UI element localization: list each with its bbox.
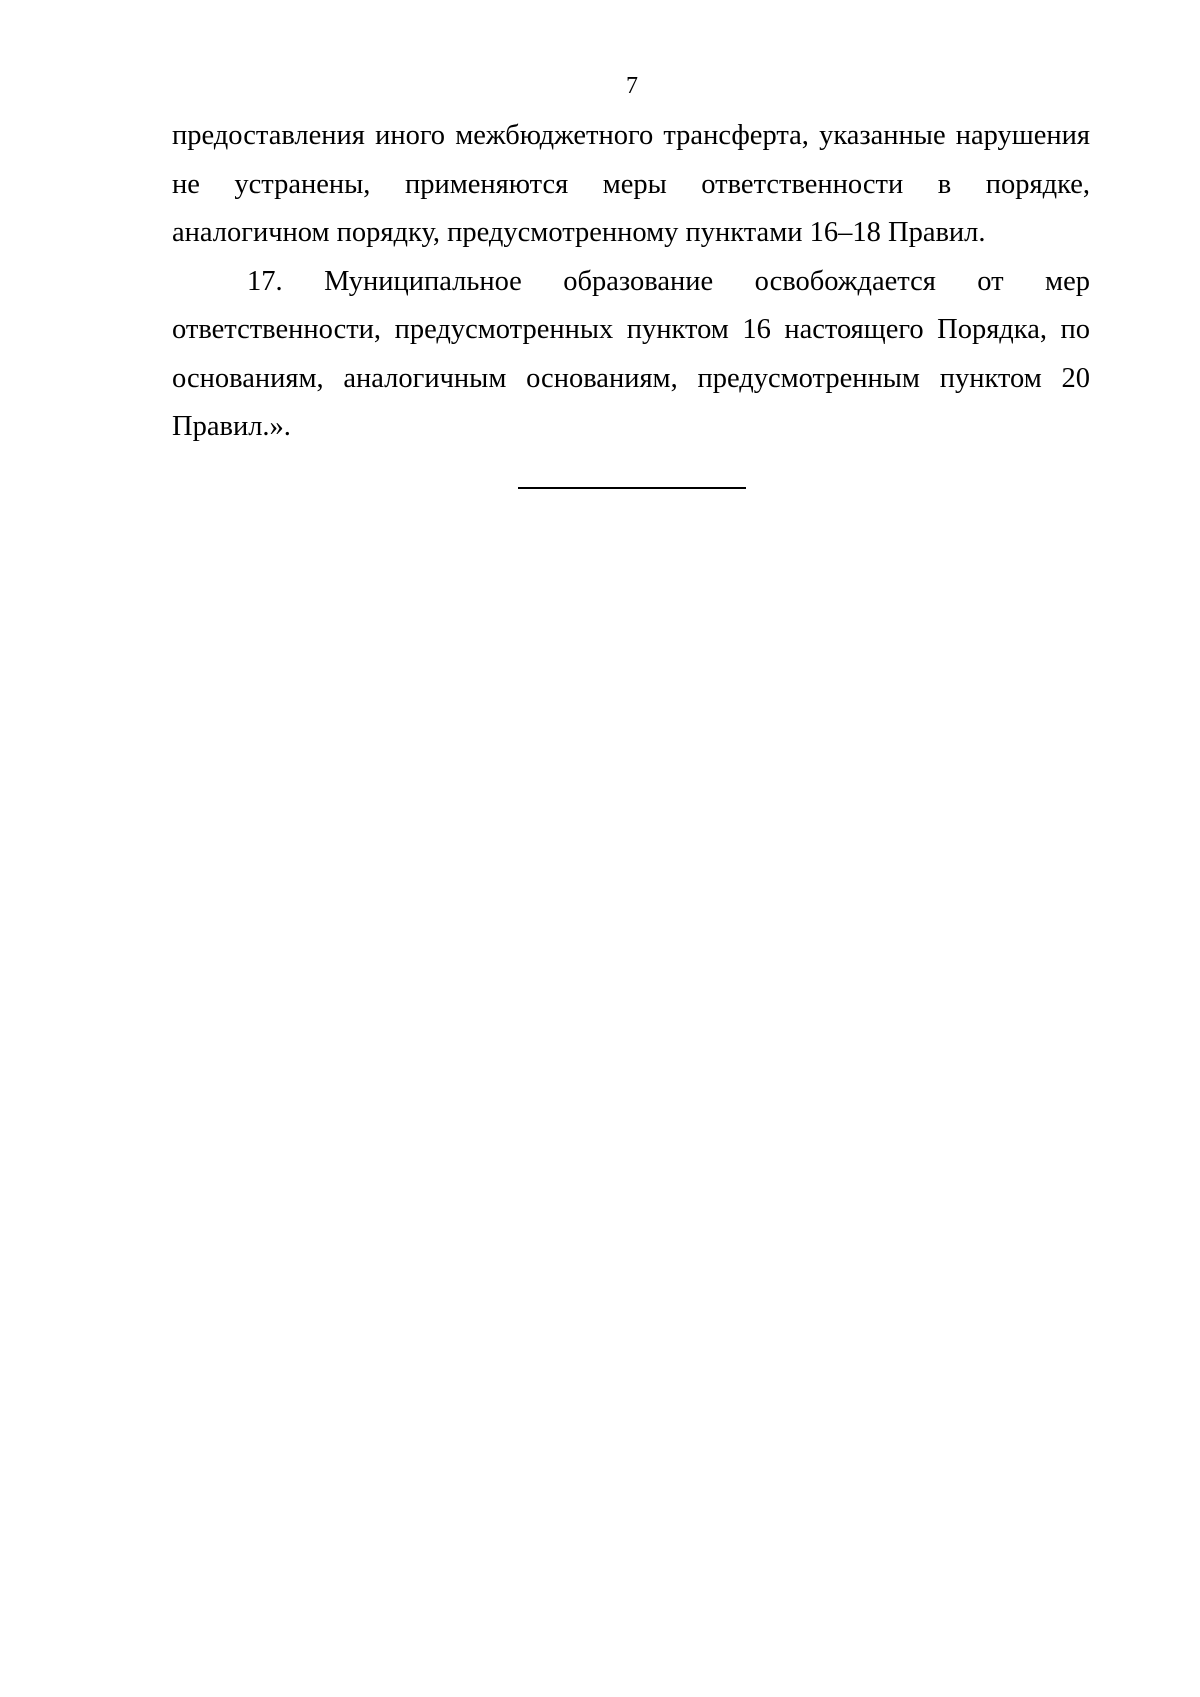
- page-number: 7: [626, 73, 638, 99]
- paragraph-continuation: предоставления иного межбюджетного трансферта, указанные нарушения не устранены, применяются меры ответственности в порядке, аналогичном порядку, предусмотренному пунктами 16–18 Правил.: [172, 120, 1090, 248]
- document-body: [172, 112, 1090, 452]
- paragraph-item-17: 17. Муниципальное образование освобождается от мер ответственности, предусмотренных пунктом 16 настоящего Порядка, по основаниям, аналогичным основаниям, предусмотренным пунктом 20 Правил.».: [172, 265, 1090, 442]
- end-separator-line: [518, 487, 746, 489]
